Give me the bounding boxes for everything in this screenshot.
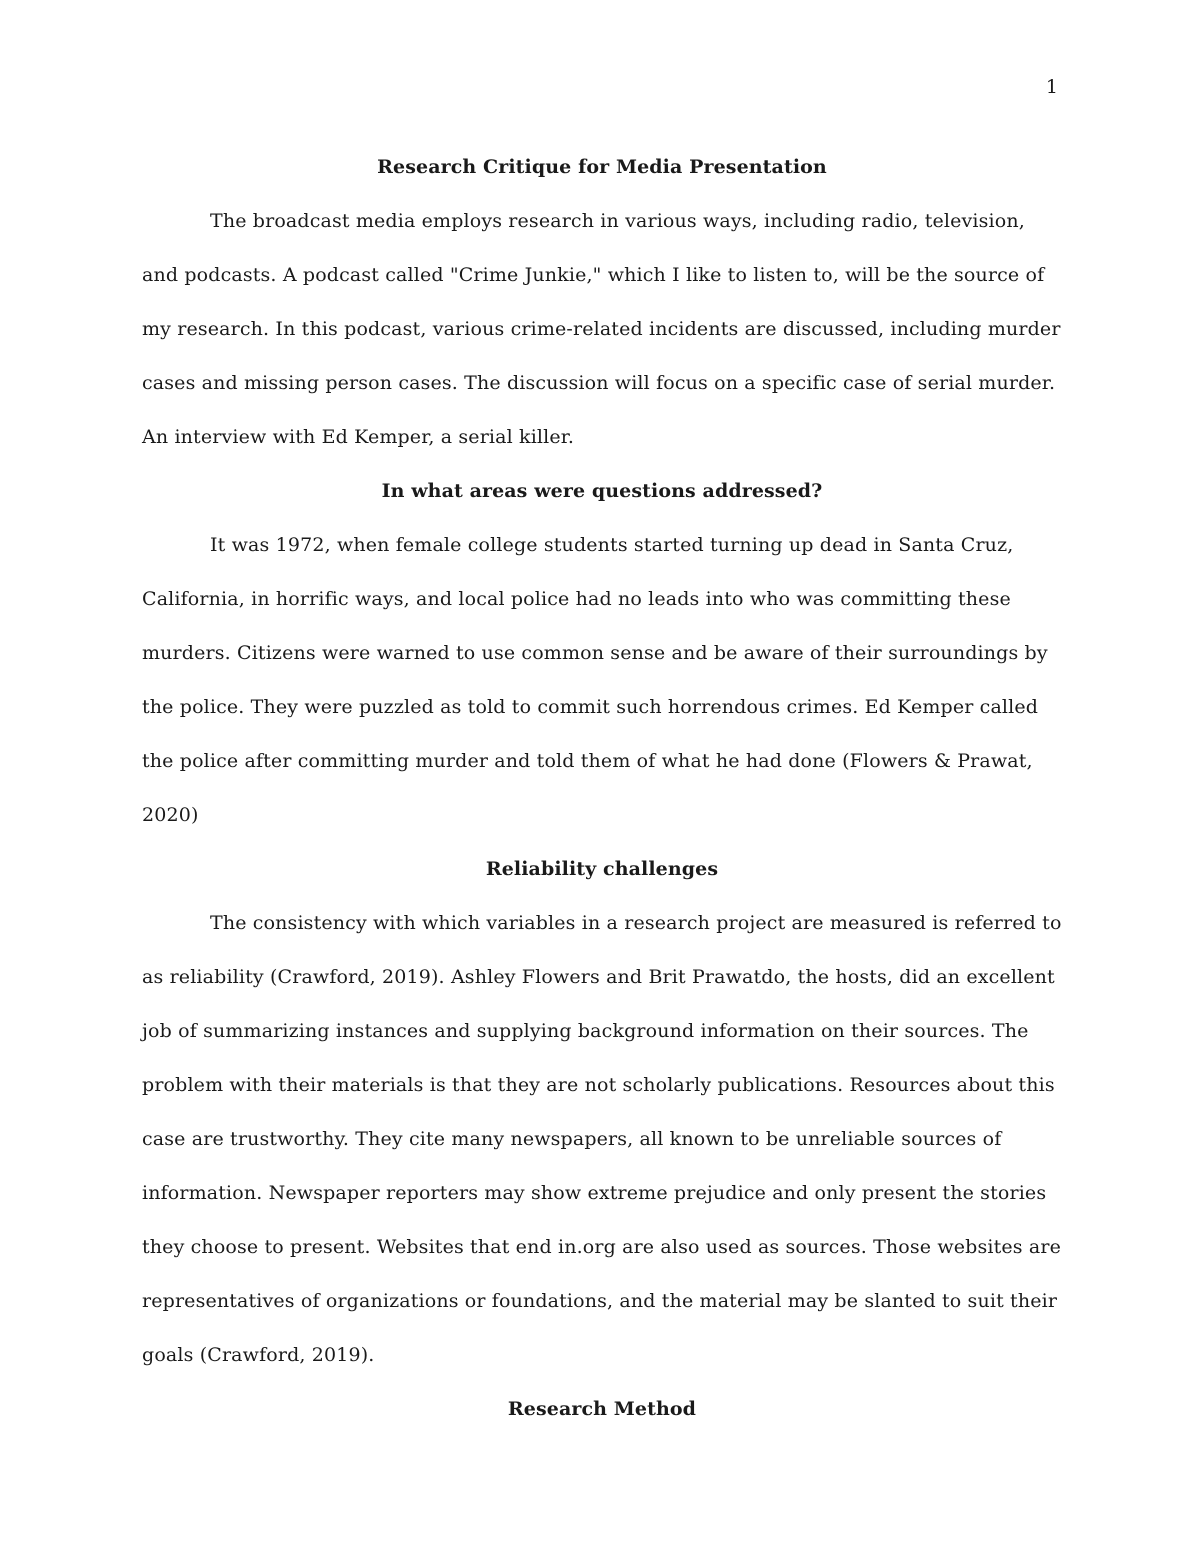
section-heading-research-method: Research Method [507, 1398, 697, 1420]
questions-paragraph: It was 1972, when female college students started turning up dead in Santa Cruz, California, in horrific ways, and local police had no leads into who was committing these murders. Citizens were warned to use common sense and be aware of their surroundings by the police. They were puzzled as told to commit such horrendous crimes. Ed Kemper called the police after committing murder and told them of what he had done (Flowers & Prawat, 2020) [142, 534, 1048, 826]
reliability-paragraph: The consistency with which variables in a research project are measured is referred to as reliability (Crawford, 2019). Ashley Flowers and Brit Prawatdo, the hosts, did an excellent job of summarizing instances and supplying background information on their sources. The problem with their materials is that they are not scholarly publications. Resources about this case are trustworthy. They cite many newspapers, all known to be unreliable sources of information. Newspaper reporters may show extreme prejudice and only present the stories they choose to present. Websites that end in.org are also used as sources. Those websites are representatives of organizations or foundations, and the material may be slanted to suit their goals (Crawford, 2019). [142, 912, 1062, 1366]
page-number: 1 [1045, 76, 1058, 98]
document-body [142, 140, 1062, 1436]
section-heading-reliability: Reliability challenges [485, 858, 719, 880]
intro-paragraph: The broadcast media employs research in various ways, including radio, television, and podcasts. A podcast called "Crime Junkie," which I like to listen to, will be the source of my research. In this podcast, various crime-related incidents are discussed, including murder cases and missing person cases. The discussion will focus on a specific case of serial murder. An interview with Ed Kemper, a serial killer. [142, 210, 1061, 448]
section-heading-questions: In what areas were questions addressed? [381, 480, 823, 502]
document-title: Research Critique for Media Presentation [377, 156, 827, 178]
